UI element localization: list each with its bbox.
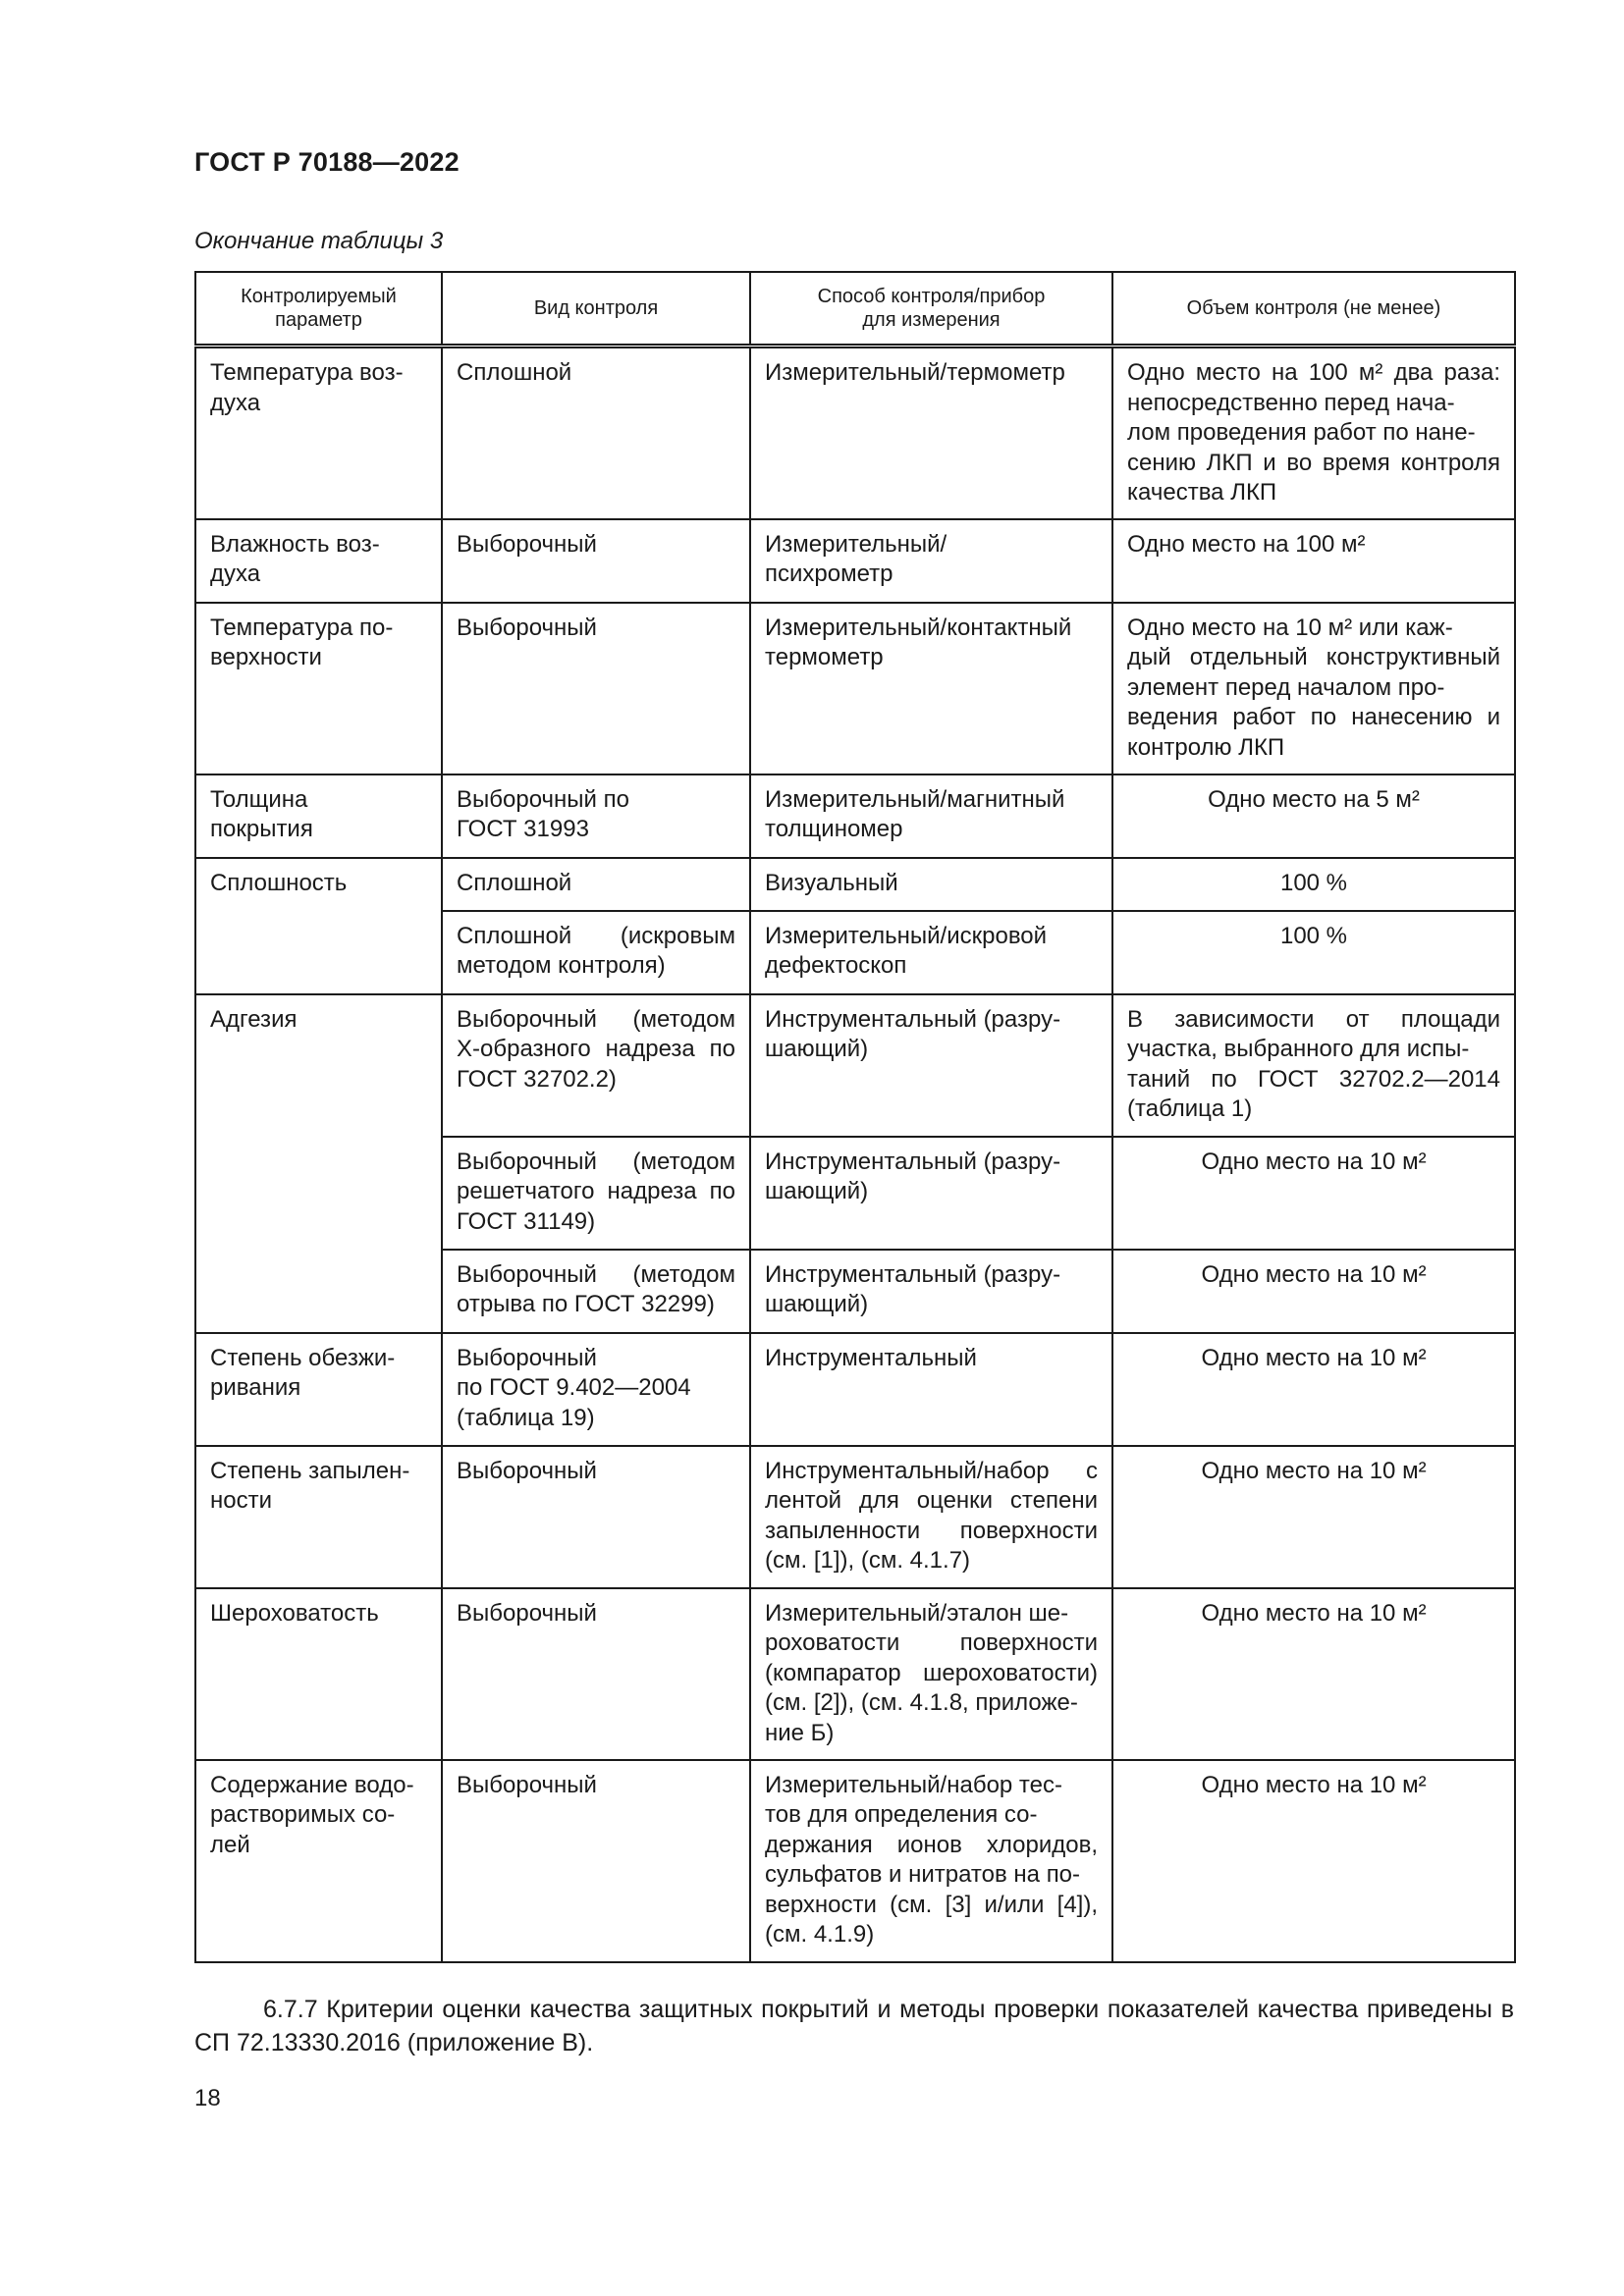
cell-method: Инструментальный <box>750 1333 1112 1446</box>
table-row <box>195 774 1515 858</box>
cell-volume: Одно место на 10 м² <box>1112 1588 1515 1760</box>
cell-method: Измерительный/эталон ше- роховатости поверхности (компаратор шероховатости) (см. [2]), (см. 4.1.8, приложе- ние Б) <box>750 1588 1112 1760</box>
cell-volume: Одно место на 10 м² <box>1112 1333 1515 1446</box>
cell-method: Измерительный/ психрометр <box>750 519 1112 603</box>
cell-method: Инструментальный (разру- шающий) <box>750 1250 1112 1333</box>
cell-method: Инструментальный/набор с лентой для оценки степени запыленности поверхности (см. [1]), (см. 4.1.7) <box>750 1446 1112 1588</box>
cell-method: Визуальный <box>750 858 1112 911</box>
cell-method: Измерительный/искровой дефектоскоп <box>750 911 1112 994</box>
cell-volume: Одно место на 100 м² <box>1112 519 1515 603</box>
cell-control-type: Выборочный <box>442 1760 750 1962</box>
cell-parameter: Температура воз- духа <box>195 347 442 519</box>
table-row <box>195 603 1515 774</box>
table-row <box>195 347 1515 519</box>
cell-parameter: Шероховатость <box>195 1588 442 1760</box>
cell-control-type: Сплошной <box>442 347 750 519</box>
cell-parameter: Степень запылен- ности <box>195 1446 442 1588</box>
paragraph-6-7-7: 6.7.7 Критерии оценки качества защитных покрытий и методы проверки показателей качества приведены в СП 72.13330.2016 (приложение В). <box>194 1996 1514 2056</box>
cell-volume: Одно место на 10 м² <box>1112 1446 1515 1588</box>
cell-control-type: Выборочный (методом отрыва по ГОСТ 32299) <box>442 1250 750 1333</box>
cell-control-type: Выборочный (методом решетчатого надреза по ГОСТ 31149) <box>442 1137 750 1250</box>
cell-parameter: Температура по- верхности <box>195 603 442 774</box>
cell-control-type: Выборочный <box>442 603 750 774</box>
cell-volume: Одно место на 100 м² два раза: непосредственно перед нача- лом проведения работ по нане- сению ЛКП и во время контроля качества ЛКП <box>1112 347 1515 519</box>
cell-parameter: Содержание водо- растворимых со- лей <box>195 1760 442 1962</box>
col-header-control-type: Вид контроля <box>442 272 750 347</box>
cell-volume: В зависимости от площади участка, выбранного для испы- таний по ГОСТ 32702.2—2014 (таблица 1) <box>1112 994 1515 1137</box>
cell-volume: Одно место на 10 м² или каж- дый отдельный конструктивный элемент перед началом про- ведения работ по нанесению и контролю ЛКП <box>1112 603 1515 774</box>
cell-parameter: Степень обезжи- ривания <box>195 1333 442 1446</box>
table-row <box>195 994 1515 1137</box>
cell-control-type: Выборочный по ГОСТ 9.402—2004 (таблица 19) <box>442 1333 750 1446</box>
cell-volume: Одно место на 10 м² <box>1112 1250 1515 1333</box>
cell-control-type: Выборочный <box>442 1446 750 1588</box>
cell-control-type: Выборочный <box>442 519 750 603</box>
cell-method: Инструментальный (разру- шающий) <box>750 994 1112 1137</box>
cell-method: Инструментальный (разру- шающий) <box>750 1137 1112 1250</box>
cell-control-type: Выборочный по ГОСТ 31993 <box>442 774 750 858</box>
page-number: 18 <box>194 2085 221 2111</box>
document-code: ГОСТ Р 70188—2022 <box>194 147 460 177</box>
cell-parameter: Адгезия <box>195 994 442 1333</box>
table-row <box>195 1446 1515 1588</box>
cell-parameter: Сплошность <box>195 858 442 994</box>
table-row <box>195 1588 1515 1760</box>
table-row <box>195 519 1515 603</box>
table-row <box>195 1333 1515 1446</box>
col-header-parameter: Контролируемый параметр <box>195 272 442 347</box>
cell-volume: Одно место на 5 м² <box>1112 774 1515 858</box>
table-row <box>195 1760 1515 1962</box>
cell-control-type: Сплошной (искровым методом контроля) <box>442 911 750 994</box>
table-caption: Окончание таблицы 3 <box>194 228 444 254</box>
cell-parameter: Толщина покрытия <box>195 774 442 858</box>
cell-method: Измерительный/контактный термометр <box>750 603 1112 774</box>
cell-control-type: Выборочный <box>442 1588 750 1760</box>
cell-control-type: Выборочный (методом Х-образного надреза по ГОСТ 32702.2) <box>442 994 750 1137</box>
cell-method: Измерительный/магнитный толщиномер <box>750 774 1112 858</box>
col-header-volume: Объем контроля (не менее) <box>1112 272 1515 347</box>
cell-parameter: Влажность воз- духа <box>195 519 442 603</box>
table-row <box>195 858 1515 911</box>
control-table <box>194 271 1516 1963</box>
cell-volume: Одно место на 10 м² <box>1112 1137 1515 1250</box>
cell-control-type: Сплошной <box>442 858 750 911</box>
cell-method: Измерительный/набор тес- тов для определения со- держания ионов хлоридов, сульфатов и нитратов на по- верхности (см. [3] и/или [4]), (см. 4.1.9) <box>750 1760 1112 1962</box>
col-header-method: Способ контроля/прибор для измерения <box>750 272 1112 347</box>
cell-volume: 100 % <box>1112 858 1515 911</box>
cell-method: Измерительный/термометр <box>750 347 1112 519</box>
cell-volume: Одно место на 10 м² <box>1112 1760 1515 1962</box>
cell-volume: 100 % <box>1112 911 1515 994</box>
table-header-row <box>195 272 1515 347</box>
